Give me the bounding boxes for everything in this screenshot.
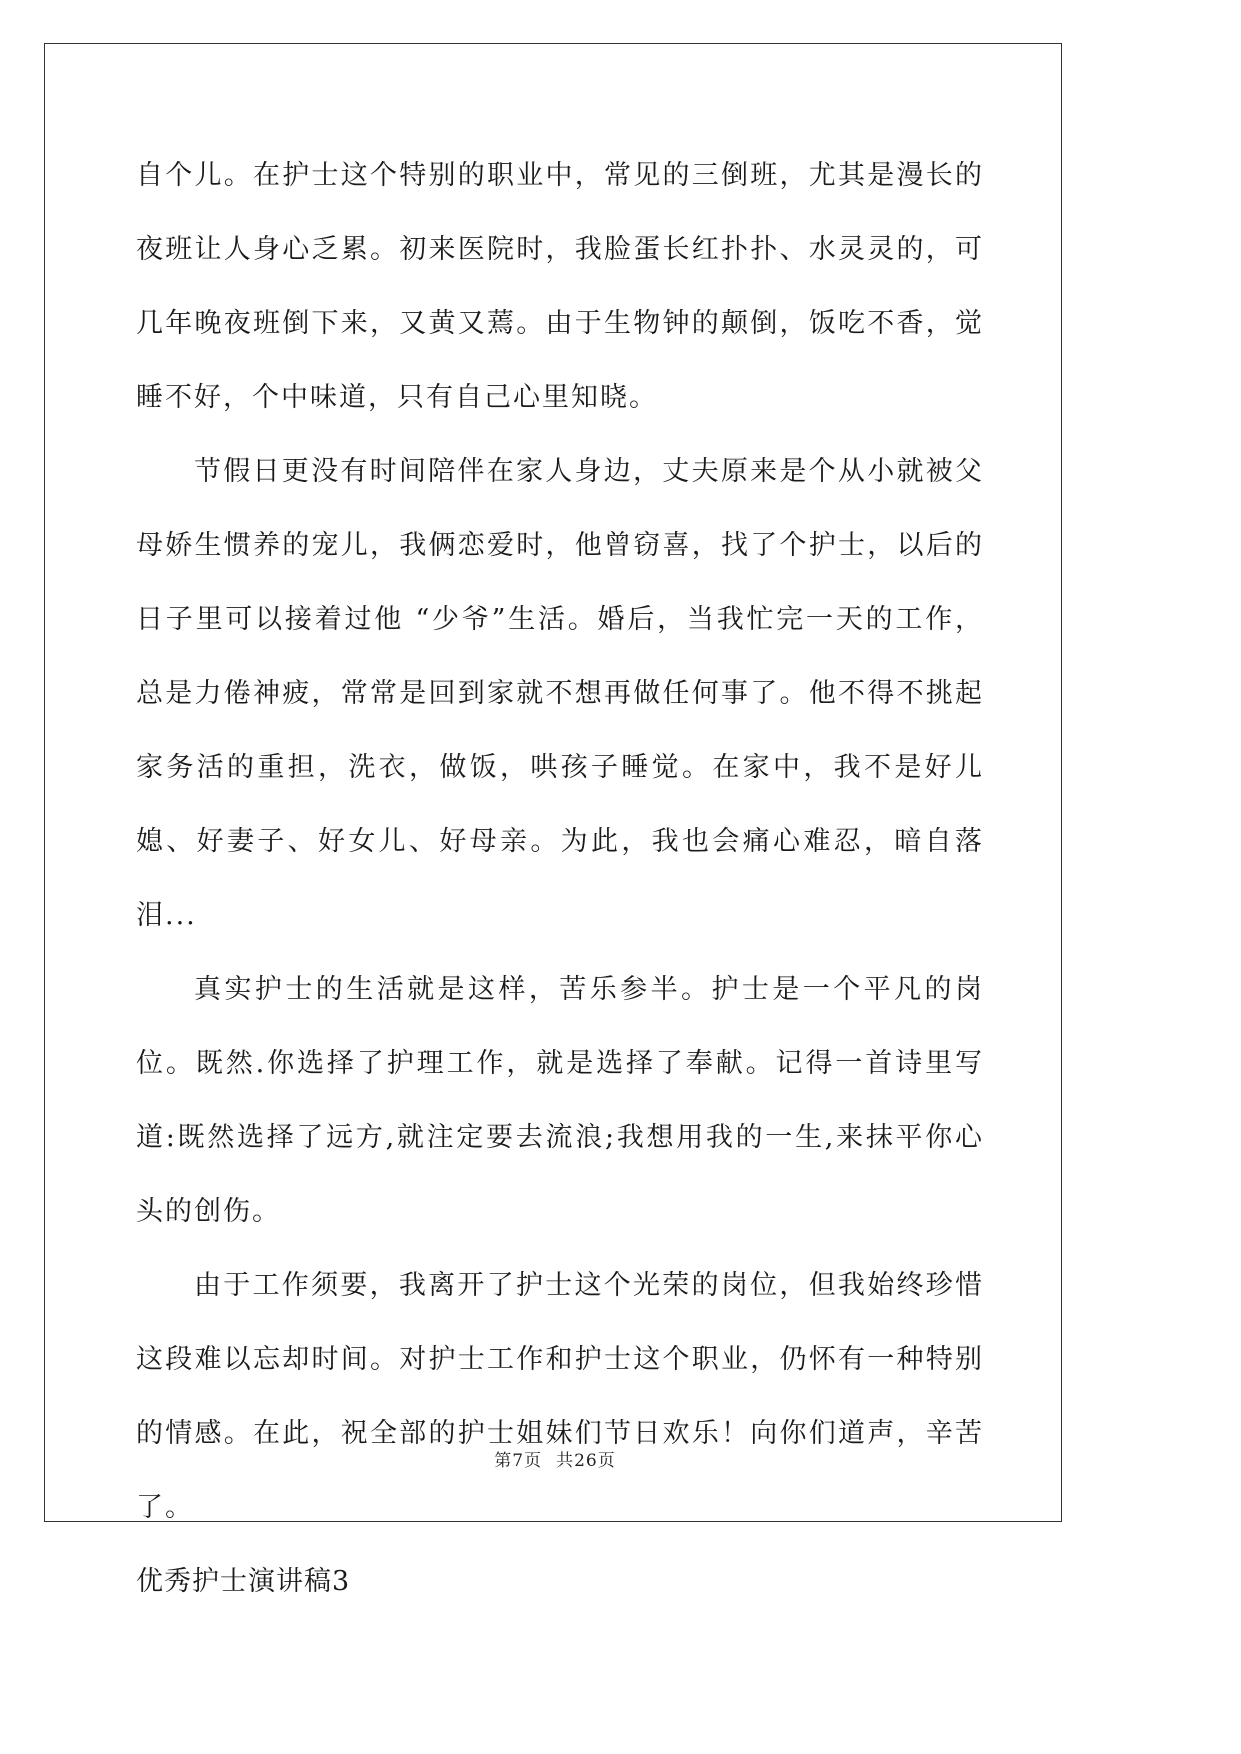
- document-body: [136, 139, 984, 1619]
- paragraph-3: 真实护士的生活就是这样，苦乐参半。护士是一个平凡的岗位。既然.你选择了护理工作，就是选择了奉献。记得一首诗里写道:既然选择了远方,就注定要去流浪;我想用我的一生,来抹平你心头的创伤。: [136, 974, 984, 1227]
- section-heading: 优秀护士演讲稿3: [136, 1566, 351, 1597]
- paragraph-1: 自个儿。在护士这个特别的职业中，常见的三倒班，尤其是漫长的夜班让人身心乏累。初来医院时，我脸蛋长红扑扑、水灵灵的，可几年晚夜班倒下来，又黄又蔫。由于生物钟的颠倒，饭吃不香，觉睡不好，个中味道，只有自己心里知晓。: [136, 160, 984, 413]
- page-footer: [0, 1449, 1110, 1473]
- paragraph-4: 由于工作须要，我离开了护士这个光荣的岗位，但我始终珍惜这段难以忘却时间。对护士工作和护士这个职业，仍怀有一种特别的情感。在此，祝全部的护士姐妹们节日欢乐！向你们道声，辛苦了。: [136, 1270, 984, 1523]
- page-number: 第7页: [494, 1451, 543, 1471]
- page-total: 共26页: [556, 1451, 616, 1471]
- paragraph-2: 节假日更没有时间陪伴在家人身边，丈夫原来是个从小就被父母娇生惯养的宠儿，我俩恋爱时，他曾窃喜，找了个护士，以后的日子里可以接着过他 “少爷”生活。婚后，当我忙完一天的工作，总是力倦神疲，常常是回到家就不想再做任何事了。他不得不挑起家务活的重担，洗衣，做饭，哄孩子睡觉。在家中，我不是好儿媳、好妻子、好女儿、好母亲。为此，我也会痛心难忍，暗自落泪...: [136, 456, 984, 931]
